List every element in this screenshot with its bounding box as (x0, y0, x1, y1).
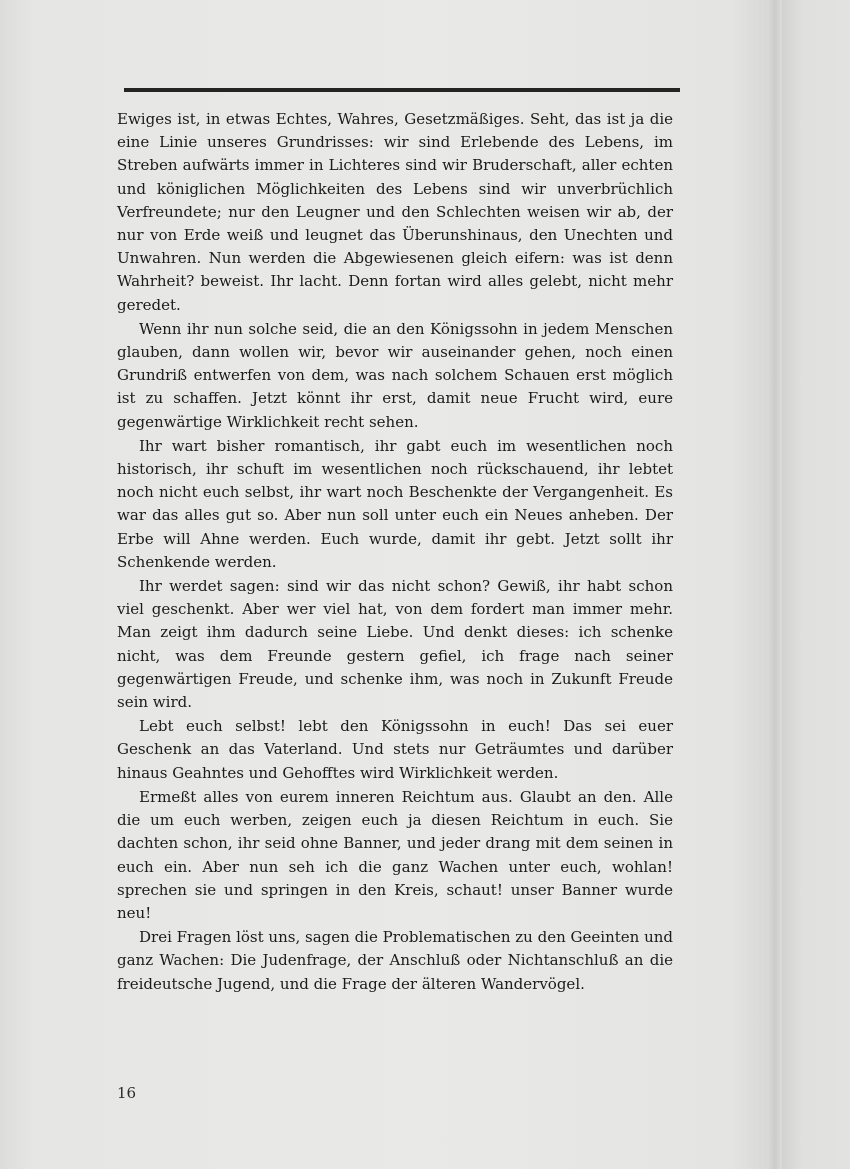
header-rule (124, 88, 680, 92)
paragraph-6: Ermeßt alles von eurem inneren Reichtum aus. Glaubt an den. Alle die um euch werben, zeigen euch ja diesen Reichtum in euch. Sie dachten schon, ihr seid ohne Banner, und jeder drang mit dem seinen in euch ein. Aber nun seh ich die ganz Wachen unter euch, wohlan! sprechen sie und springen in den Kreis, schaut! unser Banner wurde neu! (117, 787, 673, 922)
paragraph-7: Drei Fragen löst uns, sagen die Problematischen zu den Geeinten und ganz Wachen: Die Judenfrage, der Anschluß oder Nichtanschluß an die freideutsche Jugend, und die Frage der älteren Wandervögel. (117, 928, 673, 993)
facing-page-edge (782, 0, 850, 1169)
paragraph-3: Ihr wart bisher romantisch, ihr gabt euch im wesentlichen noch historisch, ihr schuft im wesentlichen noch rückschauend, ihr lebtet noch nicht euch selbst, ihr wart noch Beschenkte der Vergangenheit. Es war das alles gut so. Aber nun soll unter euch ein Neues anheben. Der Erbe will Ahne werden. Euch wurde, damit ihr gebt. Jetzt sollt ihr Schenkende werden. (117, 436, 673, 571)
paragraph-2: Wenn ihr nun solche seid, die an den Königssohn in jedem Menschen glauben, dann wollen wir, bevor wir auseinander gehen, noch einen Grundriß entwerfen von dem, was nach solchem Schauen erst möglich ist zu schaffen. Jetzt könnt ihr erst, damit neue Frucht wird, eure gegenwärtige Wirklichkeit recht sehen. (117, 319, 673, 431)
paragraph-1: Ewiges ist, in etwas Echtes, Wahres, Gesetzmäßiges. Seht, das ist ja die eine Linie unseres Grundrisses: wir sind Erlebende des Lebens, im Streben aufwärts immer in Lichteres sind wir Bruderschaft, aller echten und königlichen Möglichkeiten des Lebens sind wir unverbrüchlich Verfreundete; nur den Leugner und den Schlechten weisen wir ab, der nur von Erde weiß und leugnet das Überunshinaus, den Unechten und Unwahren. Nun werden die Abgewiesenen gleich eifern: was ist denn Wahrheit? beweist. Ihr lacht. Denn fortan wird alles gelebt, nicht mehr geredet. (117, 110, 673, 314)
body-text (117, 108, 673, 997)
paragraph-5: Lebt euch selbst! lebt den Königssohn in euch! Das sei euer Geschenk an das Vaterland. Und stets nur Geträumtes und darüber hinaus Geahntes und Gehofftes wird Wirklichkeit werden. (117, 717, 673, 782)
paragraph-4: Ihr werdet sagen: sind wir das nicht schon? Gewiß, ihr habt schon viel geschenkt. Aber wer viel hat, von dem fordert man immer mehr. Man zeigt ihm dadurch seine Liebe. Und denkt dieses: ich schenke nicht, was dem Freunde gestern gefiel, ich frage nach seiner gegenwärtigen Freude, und schenke ihm, was noch in Zukunft Freude sein wird. (117, 577, 673, 712)
page-number: 16 (117, 1084, 137, 1102)
spine-shadow (768, 0, 782, 1169)
